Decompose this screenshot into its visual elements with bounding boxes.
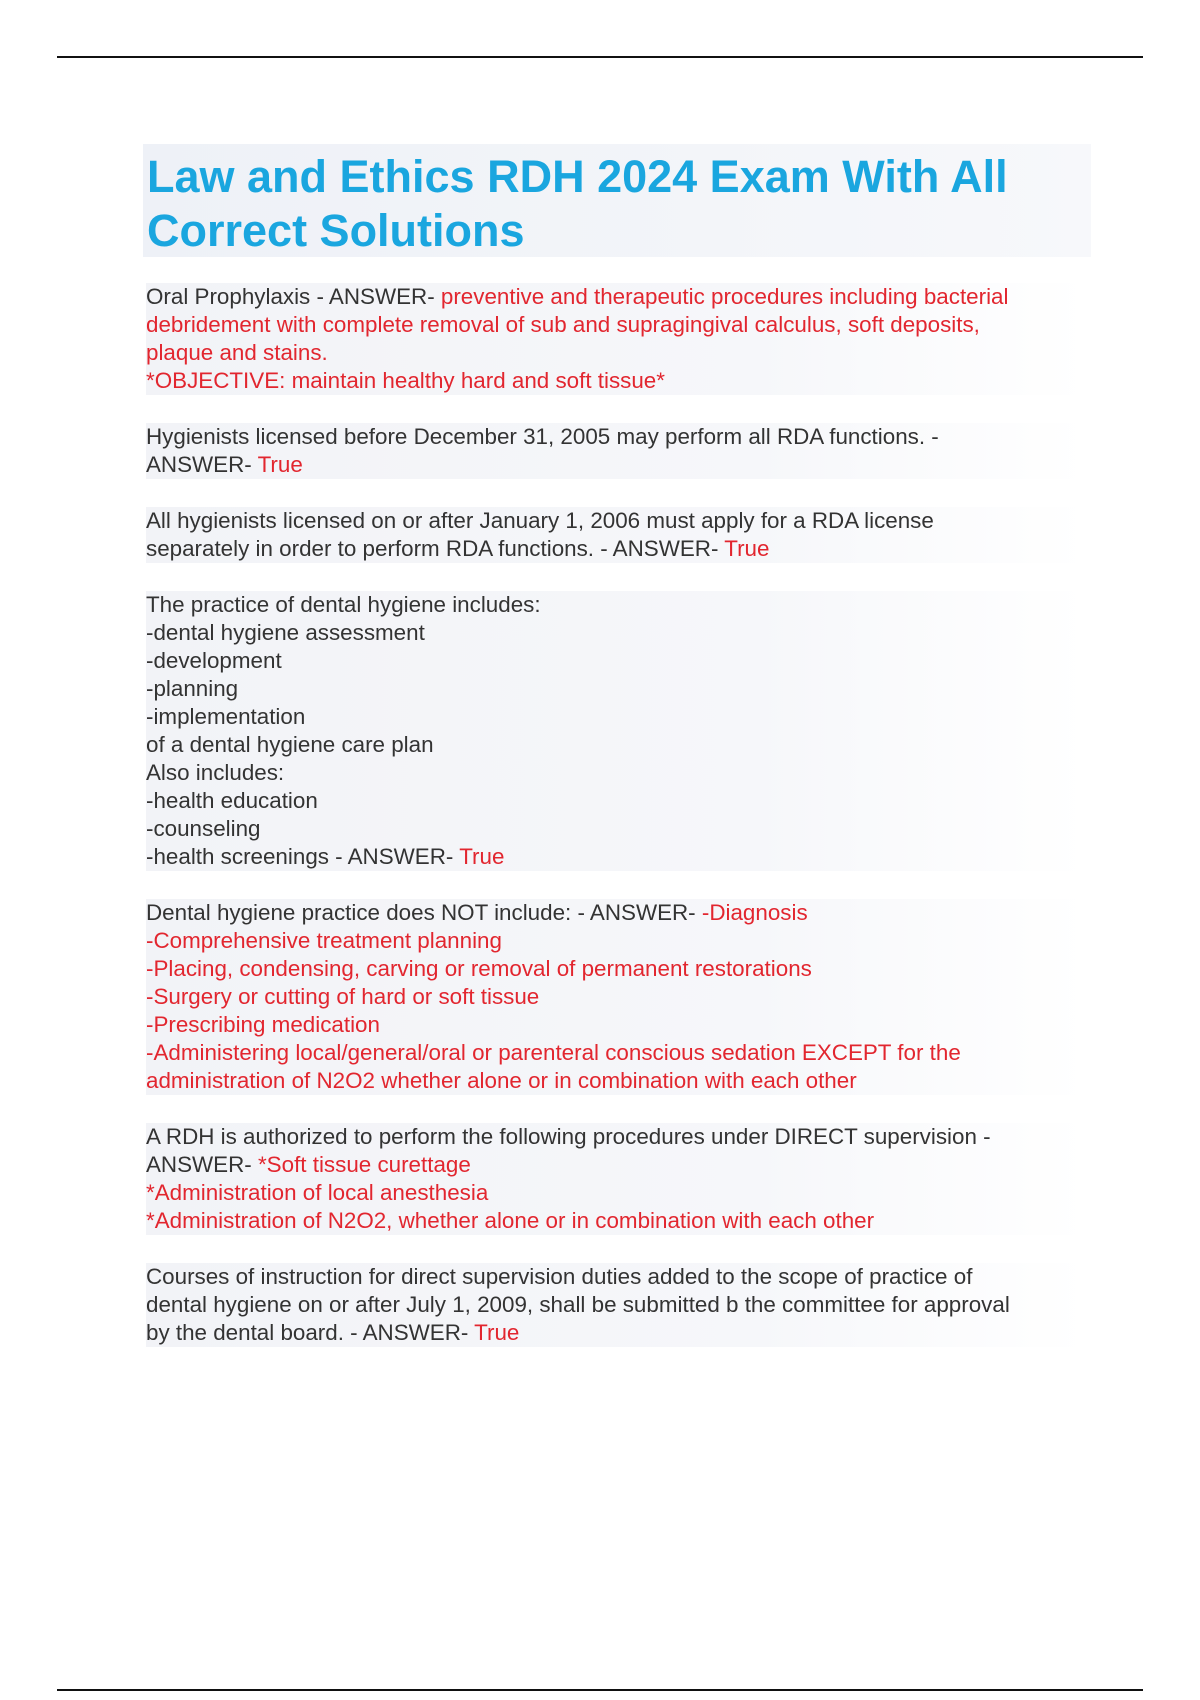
document-title: Law and Ethics RDH 2024 Exam With All Correct Solutions: [147, 151, 1008, 256]
question-line: -implementation: [146, 704, 306, 729]
question-text: Dental hygiene practice does NOT include: - ANSWER-: [146, 900, 702, 925]
question-line: Also includes:: [146, 760, 285, 785]
qa-item: [146, 591, 1086, 871]
answer-line: -Comprehensive treatment planning: [146, 928, 502, 953]
qa-line: [146, 843, 1086, 871]
question-line: Courses of instruction for direct supervision duties added to the scope of practice of: [146, 1264, 973, 1289]
question-line: A RDH is authorized to perform the following procedures under DIRECT supervision -: [146, 1124, 991, 1149]
answer-text: True: [474, 1320, 520, 1345]
question-line: All hygienists licensed on or after January 1, 2006 must apply for a RDA license: [146, 508, 934, 533]
answer-marker: ANSWER-: [146, 452, 258, 477]
qa-item: [146, 899, 1086, 1095]
qa-line: [146, 1319, 1086, 1347]
question-line: -development: [146, 648, 282, 673]
qa-item: [146, 423, 1086, 479]
answer-line: plaque and stains.: [146, 340, 328, 365]
answer-text: preventive and therapeutic procedures including bacterial: [440, 284, 1009, 309]
qa-line: [146, 899, 1086, 927]
question-line: -health education: [146, 788, 318, 813]
qa-item: [146, 1263, 1086, 1347]
qa-item: [146, 1123, 1086, 1235]
answer-line: *Administration of N2O2, whether alone or in combination with each other: [146, 1208, 875, 1233]
answer-line: debridement with complete removal of sub and supragingival calculus, soft deposits,: [146, 312, 980, 337]
answer-line: -Surgery or cutting of hard or soft tissue: [146, 984, 540, 1009]
answer-text: True: [257, 452, 303, 477]
answer-line: -Administering local/general/oral or parenteral conscious sedation EXCEPT for the: [146, 1040, 961, 1065]
qa-item: [146, 507, 1086, 563]
footer-rule: [57, 1689, 1143, 1691]
qa-line: [146, 1151, 1086, 1179]
title-block: [143, 144, 1091, 257]
question-text: -health screenings - ANSWER-: [146, 844, 460, 869]
answer-line: -Placing, condensing, carving or removal of permanent restorations: [146, 956, 812, 981]
question-line: -counseling: [146, 816, 261, 841]
answer-line: -Prescribing medication: [146, 1012, 380, 1037]
answer-text: -Diagnosis: [701, 900, 808, 925]
qa-line: [146, 451, 1086, 479]
qa-item: [146, 283, 1086, 395]
answer-marker: - ANSWER-: [310, 284, 441, 309]
question-line: dental hygiene on or after July 1, 2009, shall be submitted b the committee for approval: [146, 1292, 1010, 1317]
document-body: [146, 283, 1086, 1375]
qa-line: [146, 535, 1086, 563]
answer-text: *Soft tissue curettage: [257, 1152, 471, 1177]
answer-line: *OBJECTIVE: maintain healthy hard and soft tissue*: [146, 368, 665, 393]
question-line: The practice of dental hygiene includes:: [146, 592, 541, 617]
question-text: by the dental board. - ANSWER-: [146, 1320, 475, 1345]
question-line: -dental hygiene assessment: [146, 620, 425, 645]
question-text: Oral Prophylaxis: [146, 284, 311, 309]
question-line: -planning: [146, 676, 239, 701]
header-rule: [57, 56, 1143, 58]
answer-marker: ANSWER-: [146, 1152, 258, 1177]
answer-line: *Administration of local anesthesia: [146, 1180, 489, 1205]
qa-line: [146, 283, 1086, 311]
answer-text: True: [459, 844, 505, 869]
question-line: of a dental hygiene care plan: [146, 732, 434, 757]
question-text: separately in order to perform RDA functions. - ANSWER-: [146, 536, 725, 561]
question-line: Hygienists licensed before December 31, 2005 may perform all RDA functions. -: [146, 424, 939, 449]
answer-line: administration of N2O2 whether alone or in combination with each other: [146, 1068, 857, 1093]
answer-text: True: [724, 536, 770, 561]
